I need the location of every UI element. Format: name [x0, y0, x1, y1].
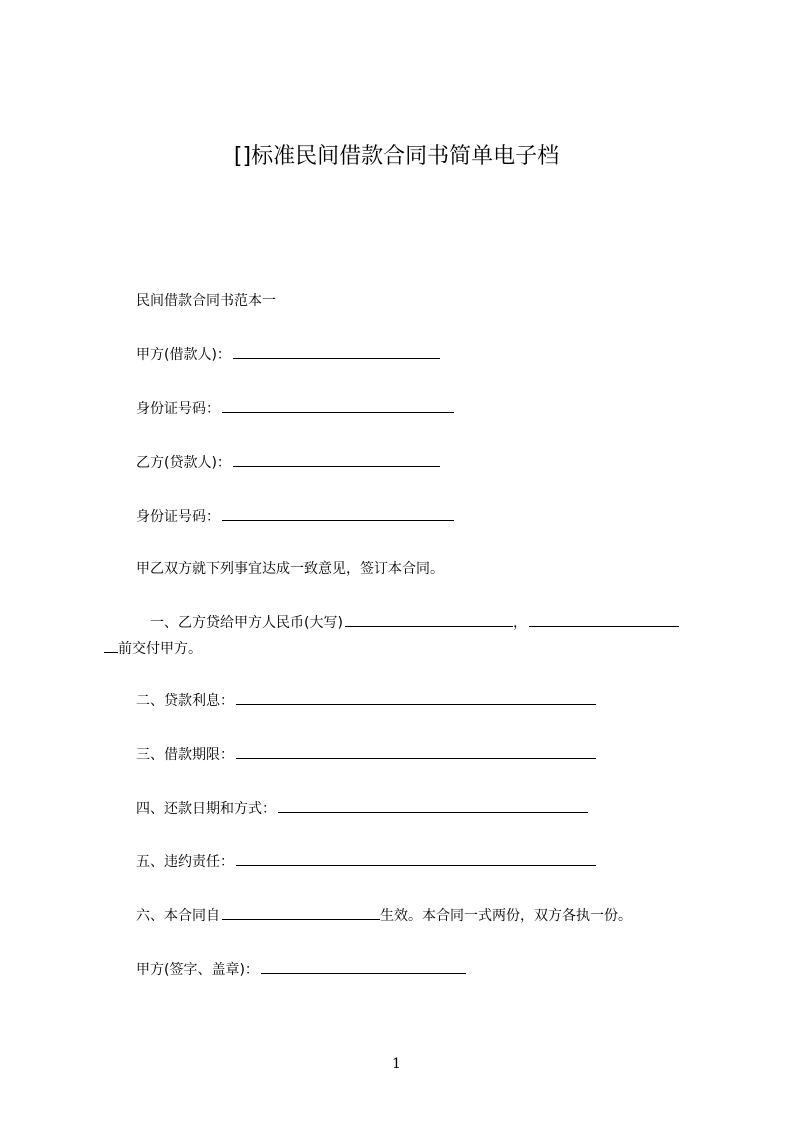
- document-title: []标准民间借款合同书简单电子档: [233, 144, 560, 169]
- page-number: 1: [392, 1056, 401, 1072]
- id-number-b-line: [136, 506, 454, 527]
- id-number-b-blank[interactable]: [222, 506, 454, 521]
- signature-a-label: 甲方(签字、盖章)：: [136, 962, 259, 978]
- id-number-a-blank[interactable]: [222, 398, 454, 413]
- clause-1-prefix: 一、乙方贷给甲方人民币(大写): [150, 615, 343, 631]
- clause-3-label: 三、借款期限：: [136, 747, 234, 763]
- id-number-a-line: [136, 398, 454, 419]
- clause-1-suffix: 前交付甲方。: [118, 641, 202, 657]
- agreement-intro: 甲乙双方就下列事宜达成一致意见，签订本合同。: [136, 561, 444, 577]
- effective-date-blank[interactable]: [222, 905, 380, 920]
- party-b-line: [136, 452, 440, 473]
- clause-5-label: 五、违约责任：: [136, 854, 234, 870]
- party-a-line: [136, 344, 440, 365]
- clause-4-line: [136, 798, 588, 819]
- clause-5-line: [136, 851, 596, 872]
- clause-6-prefix: 六、本合同自: [136, 908, 220, 924]
- party-a-blank[interactable]: [233, 344, 440, 359]
- clause-1-date-blank-cont[interactable]: [104, 638, 118, 653]
- term-blank[interactable]: [236, 744, 596, 759]
- clause-1-line: [150, 612, 679, 633]
- id-number-a-label: 身份证号码：: [136, 401, 220, 417]
- interest-blank[interactable]: [236, 690, 596, 705]
- clause-6-suffix: 生效。本合同一式两份，双方各执一份。: [380, 908, 632, 924]
- clause-2-line: [136, 690, 596, 711]
- clause-1-date-blank[interactable]: [529, 612, 679, 627]
- signature-a-blank[interactable]: [261, 959, 466, 974]
- clause-1-continuation: [104, 638, 202, 659]
- id-number-b-label: 身份证号码：: [136, 509, 220, 525]
- liability-blank[interactable]: [236, 851, 596, 866]
- clause-6-line: [136, 905, 632, 926]
- clause-1-amount-blank[interactable]: [345, 612, 513, 627]
- clause-1-comma: ，: [512, 615, 527, 631]
- party-a-label: 甲方(借款人)：: [136, 347, 231, 363]
- party-b-blank[interactable]: [233, 452, 440, 467]
- document-subtitle: 民间借款合同书范本一: [136, 293, 276, 309]
- clause-4-label: 四、还款日期和方式：: [136, 801, 276, 817]
- signature-a-line: [136, 959, 466, 980]
- clause-3-line: [136, 744, 596, 765]
- party-b-label: 乙方(贷款人)：: [136, 455, 231, 471]
- clause-2-label: 二、贷款利息：: [136, 693, 234, 709]
- repayment-blank[interactable]: [278, 798, 588, 813]
